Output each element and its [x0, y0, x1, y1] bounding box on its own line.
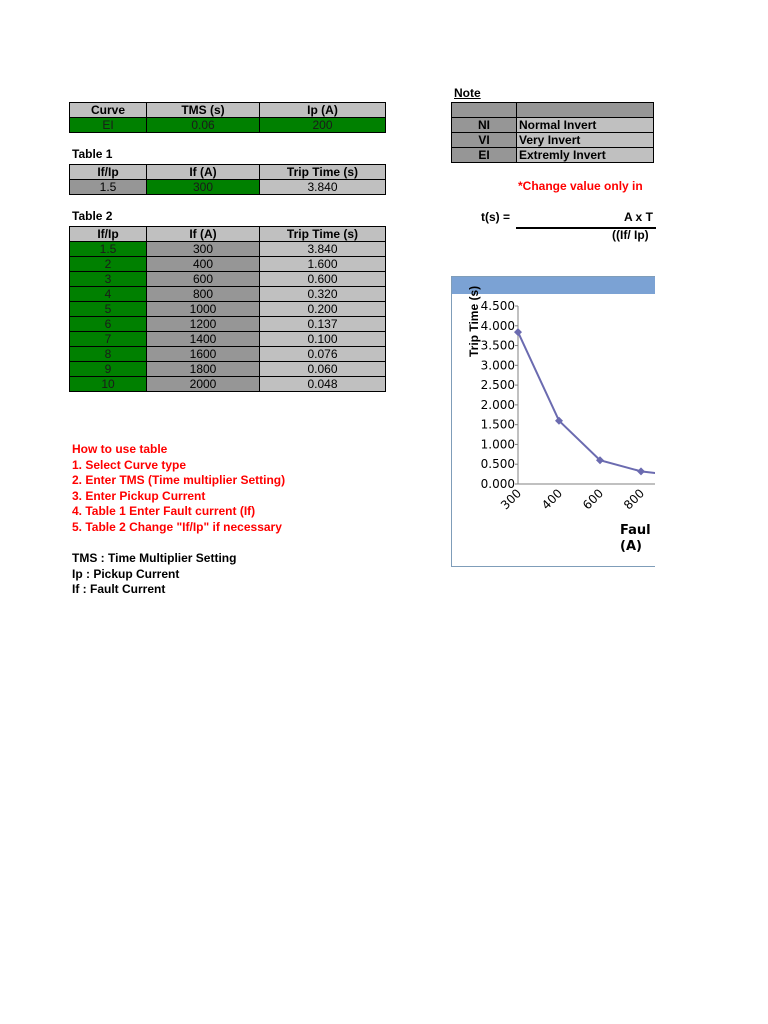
x-tick-label: 600: [580, 486, 607, 513]
table1: [69, 164, 386, 195]
table-row: [70, 242, 386, 257]
table2-trip-cell: 0.600: [260, 272, 386, 287]
table1-trip-header: Trip Time (s): [260, 165, 386, 180]
note-code: VI: [452, 133, 517, 148]
table-row: [70, 377, 386, 392]
trip-time-chart: [451, 276, 655, 567]
note-code: NI: [452, 118, 517, 133]
definition-if: If : Fault Current: [72, 582, 166, 596]
table-row: [70, 362, 386, 377]
y-tick-label: 2.500: [480, 378, 515, 393]
y-tick-label: 4.500: [480, 299, 515, 313]
table2-title: Table 2: [72, 209, 113, 223]
y-axis-label: Trip Time (s): [467, 285, 481, 357]
table2-trip-cell: 3.840: [260, 242, 386, 257]
table2-fault-cell: 1600: [147, 347, 260, 362]
table1-fault-header: If (A): [147, 165, 260, 180]
table-row: [70, 287, 386, 302]
x-axis-label-line2: (A): [620, 539, 642, 554]
table-row: [70, 302, 386, 317]
y-tick-label: 4.000: [480, 318, 515, 333]
definition-ip: Ip : Pickup Current: [72, 567, 180, 581]
table2-fault-cell: 1400: [147, 332, 260, 347]
table2-ratio-cell[interactable]: 6: [70, 317, 147, 332]
table2-fault-cell: 1800: [147, 362, 260, 377]
formula-lhs: t(s) =: [481, 210, 511, 224]
table-row: [70, 332, 386, 347]
instruction-step: 4. Table 1 Enter Fault current (If): [72, 504, 256, 518]
table2-ratio-cell[interactable]: 5: [70, 302, 147, 317]
table2-ratio-cell[interactable]: 10: [70, 377, 147, 392]
y-tick-label: 2.000: [480, 397, 515, 412]
table-row: [70, 272, 386, 287]
table1-trip-value: 3.840: [260, 180, 386, 195]
data-point-marker: [637, 467, 645, 475]
instruction-step: 1. Select Curve type: [72, 458, 187, 472]
ip-header: Ip (A): [260, 103, 386, 118]
x-tick-label: 800: [621, 486, 648, 513]
tms-input[interactable]: 0.06: [147, 118, 260, 133]
note-table: [451, 102, 654, 163]
table1-fault-input[interactable]: 300: [147, 180, 260, 195]
table2-ratio-cell[interactable]: 7: [70, 332, 147, 347]
note-description: Extremly Invert: [517, 148, 654, 163]
y-tick-label: 1.000: [480, 437, 515, 452]
table2-fault-cell: 2000: [147, 377, 260, 392]
table2-trip-cell: 0.320: [260, 287, 386, 302]
table2-trip-cell: 0.100: [260, 332, 386, 347]
note-title: Note: [454, 86, 481, 100]
y-tick-label: 0.500: [480, 457, 515, 472]
table2-fault-cell: 800: [147, 287, 260, 302]
table-row: [70, 347, 386, 362]
table2-ratio-cell[interactable]: 8: [70, 347, 147, 362]
data-point-marker: [514, 328, 522, 336]
table2-fault-cell: 600: [147, 272, 260, 287]
table-row: [70, 257, 386, 272]
change-warning: *Change value only in: [518, 179, 643, 193]
table2-ratio-cell[interactable]: 9: [70, 362, 147, 377]
table2-fault-cell: 400: [147, 257, 260, 272]
note-description: Very Invert: [517, 133, 654, 148]
curve-input[interactable]: EI: [70, 118, 147, 133]
table2-trip-cell: 0.137: [260, 317, 386, 332]
note-header-right: [517, 103, 654, 118]
main-settings-table: [69, 102, 386, 133]
table2-trip-cell: 0.076: [260, 347, 386, 362]
x-axis-label-line1: Faul: [620, 523, 651, 538]
table2: [69, 226, 386, 392]
y-tick-label: 3.500: [480, 338, 515, 353]
y-tick-label: 0.000: [480, 477, 515, 491]
table-row: [70, 317, 386, 332]
table2-fault-cell: 1200: [147, 317, 260, 332]
table2-trip-header: Trip Time (s): [260, 227, 386, 242]
table2-trip-cell: 1.600: [260, 257, 386, 272]
table2-ratio-cell[interactable]: 2: [70, 257, 147, 272]
table2-trip-cell: 0.060: [260, 362, 386, 377]
table1-ratio-value: 1.5: [70, 180, 147, 195]
curve-header: Curve: [70, 103, 147, 118]
table1-ratio-header: If/Ip: [70, 165, 147, 180]
table2-trip-cell: 0.048: [260, 377, 386, 392]
table2-ratio-cell[interactable]: 1.5: [70, 242, 147, 257]
table2-ratio-cell[interactable]: 3: [70, 272, 147, 287]
tms-header: TMS (s): [147, 103, 260, 118]
x-tick-label: 400: [539, 486, 566, 513]
series-line: [518, 332, 655, 476]
chart-plot: [452, 277, 655, 566]
table2-fault-cell: 300: [147, 242, 260, 257]
note-description: Normal Invert: [517, 118, 654, 133]
note-header-left: [452, 103, 517, 118]
table2-ratio-cell[interactable]: 4: [70, 287, 147, 302]
formula-denominator: ((If/ Ip): [612, 228, 649, 242]
formula-numerator: A x T: [624, 210, 653, 224]
instruction-step: 3. Enter Pickup Current: [72, 489, 206, 503]
instruction-step: 5. Table 2 Change "If/Ip" if necessary: [72, 520, 282, 534]
note-code: EI: [452, 148, 517, 163]
definition-tms: TMS : Time Multiplier Setting: [72, 551, 237, 565]
x-tick-label: 300: [498, 486, 525, 513]
instructions-title: How to use table: [72, 442, 168, 456]
y-tick-label: 3.000: [480, 358, 515, 373]
table2-fault-cell: 1000: [147, 302, 260, 317]
ip-input[interactable]: 200: [260, 118, 386, 133]
table2-trip-cell: 0.200: [260, 302, 386, 317]
table2-fault-header: If (A): [147, 227, 260, 242]
instruction-step: 2. Enter TMS (Time multiplier Setting): [72, 473, 286, 487]
table2-ratio-header: If/Ip: [70, 227, 147, 242]
y-tick-label: 1.500: [480, 417, 515, 432]
table1-title: Table 1: [72, 147, 113, 161]
